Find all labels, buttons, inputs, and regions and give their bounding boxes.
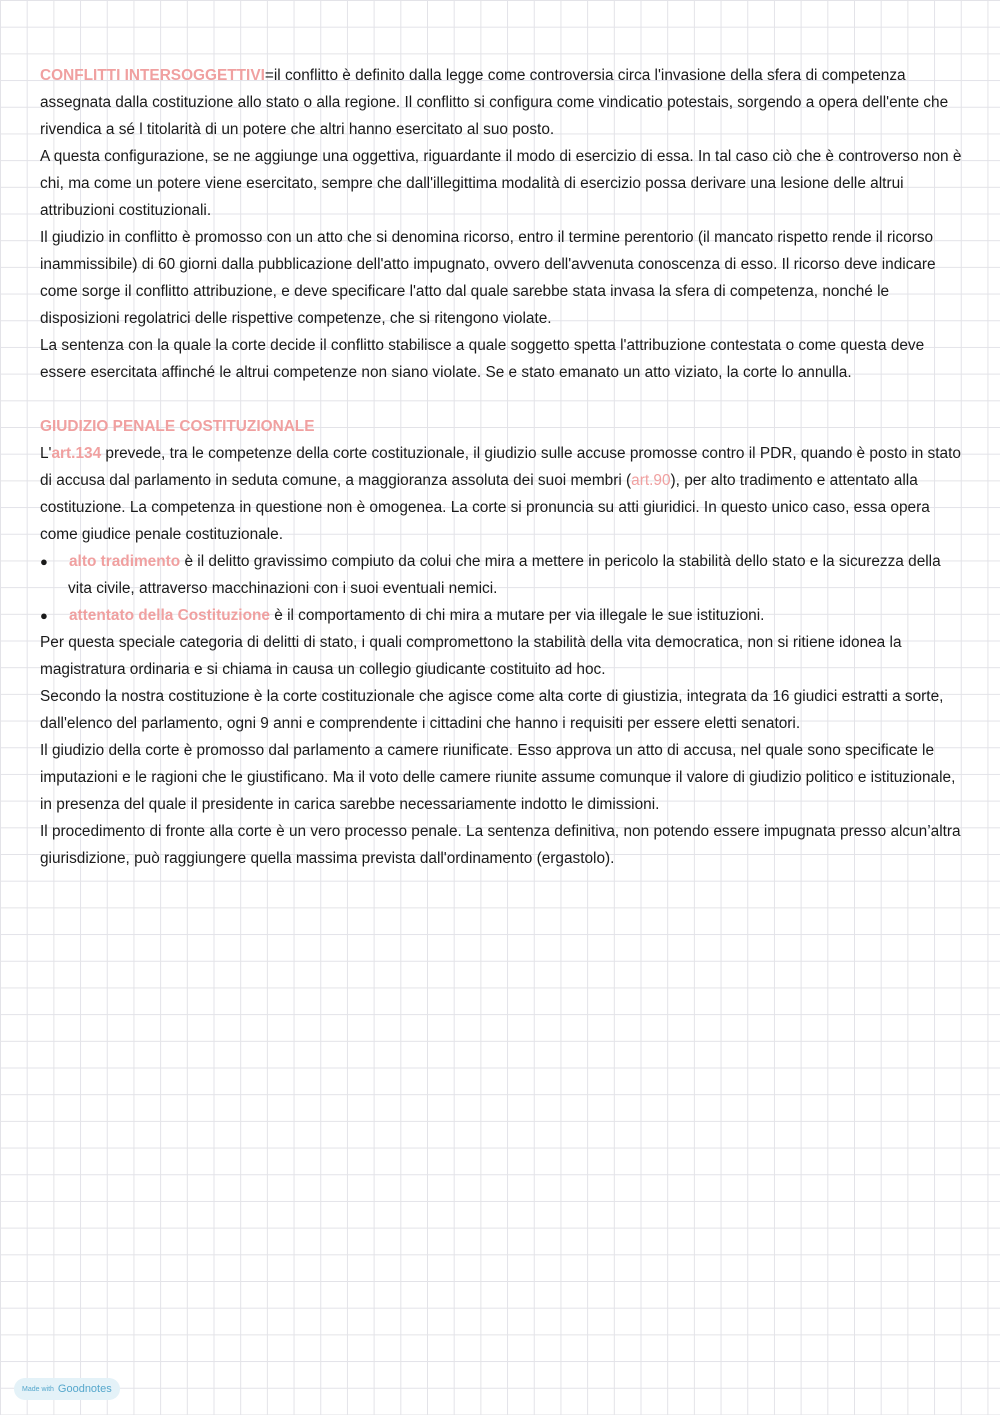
- definition-text: è il comportamento di chi mira a mutare per via illegale le sue istituzioni.: [269, 607, 765, 624]
- section1-title: CONFLITTI INTERSOGGETTIVI: [40, 67, 265, 84]
- bullet-icon: ●: [40, 608, 48, 623]
- definition-term: attentato della Costituzione: [69, 607, 270, 624]
- definition-text: è il delitto gravissimo compiuto da colui che mira a mettere in pericolo la stabilità dello stato e la sicurezza della vita civile, attraverso macchinazioni con i suoi eventuali nemici.: [68, 553, 941, 597]
- article-90-ref: art.90: [631, 472, 671, 489]
- bullet-icon: ●: [40, 554, 48, 569]
- section1-paragraph4: La sentenza con la quale la corte decide il conflitto stabilisce a quale soggetto spetta l'attribuzione contestata o come questa deve essere esercitata affinché le altrui competenze non siano violate. Se e stato emanato un atto viziato, la corte lo annulla.: [40, 337, 925, 381]
- note-page: [40, 62, 965, 872]
- goodnotes-badge: [14, 1378, 120, 1400]
- goodnotes-logo: Goodnotes: [57, 1383, 112, 1395]
- section1-intro: =il conflitto è definito dalla legge come controversia circa l'invasione della sfera di competenza assegnata dalla costituzione allo stato o alla regione. Il conflitto si configura come vindicatio potestais, sorgendo a opera dell'ente che rivendica a sé l titolarità di un potere che altri hanno esercitato al suo posto.: [40, 67, 949, 138]
- section1-paragraph3: Il giudizio in conflitto è promosso con un atto che si denomina ricorso, entro il termine perentorio (il mancato rispetto rende il ricorso inammissibile) di 60 giorni dalla pubblicazione dell'atto impugnato, ovvero dell'avvenuta conoscenza di esso. Il ricorso deve indicare come sorge il conflitto attribuzione, e deve specificare l'atto dal quale sarebbe stata invasa la sfera di competenza, nonché le disposizioni regolatrici delle rispettive competenze, che si ritengono violate.: [40, 229, 936, 327]
- article-134-ref: art.134: [51, 445, 102, 462]
- text-fragment: L': [40, 445, 52, 462]
- list-item: [40, 602, 965, 629]
- definitions-list: [40, 548, 965, 629]
- text-fragment: ), per alto tradimento e attentato alla costituzione. La competenza in questione non è omogenea. La corte si pronuncia su atti giuridici. In questo unico caso, essa opera come giudice penale costituzionale.: [40, 472, 930, 543]
- section1-paragraph1: [40, 62, 965, 143]
- section2-paragraph5: Il procedimento di fronte alla corte è un vero processo penale. La sentenza definitiva, non potendo essere impugnata presso alcun’altra giurisdizione, può raggiungere quella massima prevista dall'ordinamento (ergastolo).: [40, 823, 961, 867]
- made-with-label: Made with: [22, 1385, 54, 1393]
- section2-title: GIUDIZIO PENALE COSTITUZIONALE: [40, 418, 315, 435]
- section2-paragraph2: Per questa speciale categoria di delitti di stato, i quali compromettono la stabilità della vita democratica, non si ritiene idonea la magistratura ordinaria e si chiama in causa un collegio giudicante costituito ad hoc.: [40, 634, 902, 678]
- section-gap: [40, 386, 965, 413]
- definition-term: alto tradimento: [69, 553, 181, 570]
- section1-paragraph2: A questa configurazione, se ne aggiunge una oggettiva, riguardante il modo di esercizio di essa. In tal caso ciò che è controverso non è chi, ma come un potere viene esercitato, sempre che dall'illegittima modalità di esercizio possa derivare una lesione delle altrui attribuzioni costituzionali.: [40, 148, 962, 219]
- text-fragment: prevede, tra le competenze della corte costituzionale, il giudizio sulle accuse promosse contro il PDR, quando è posto in stato di accusa dal parlamento in seduta comune, a maggioranza assoluta dei suoi membri (: [40, 445, 961, 489]
- list-item: [40, 548, 965, 602]
- section2-paragraph3: Secondo la nostra costituzione è la corte costituzionale che agisce come alta corte di giustizia, integrata da 16 giudici estratti a sorte, dall'elenco del parlamento, ogni 9 anni e comprendente i cittadini che hanno i requisiti per essere eletti senatori.: [40, 688, 944, 732]
- section2-paragraph4: Il giudizio della corte è promosso dal parlamento a camere riunificate. Esso approva un atto di accusa, nel quale sono specificate le imputazioni e le ragioni che le giustificano. Ma il voto delle camere riunite assume comunque il valore di giudizio politico e istituzionale, in presenza del quale il presidente in carica sarebbe necessariamente indotto le dimissioni.: [40, 742, 956, 813]
- section2-paragraph1: [40, 440, 965, 548]
